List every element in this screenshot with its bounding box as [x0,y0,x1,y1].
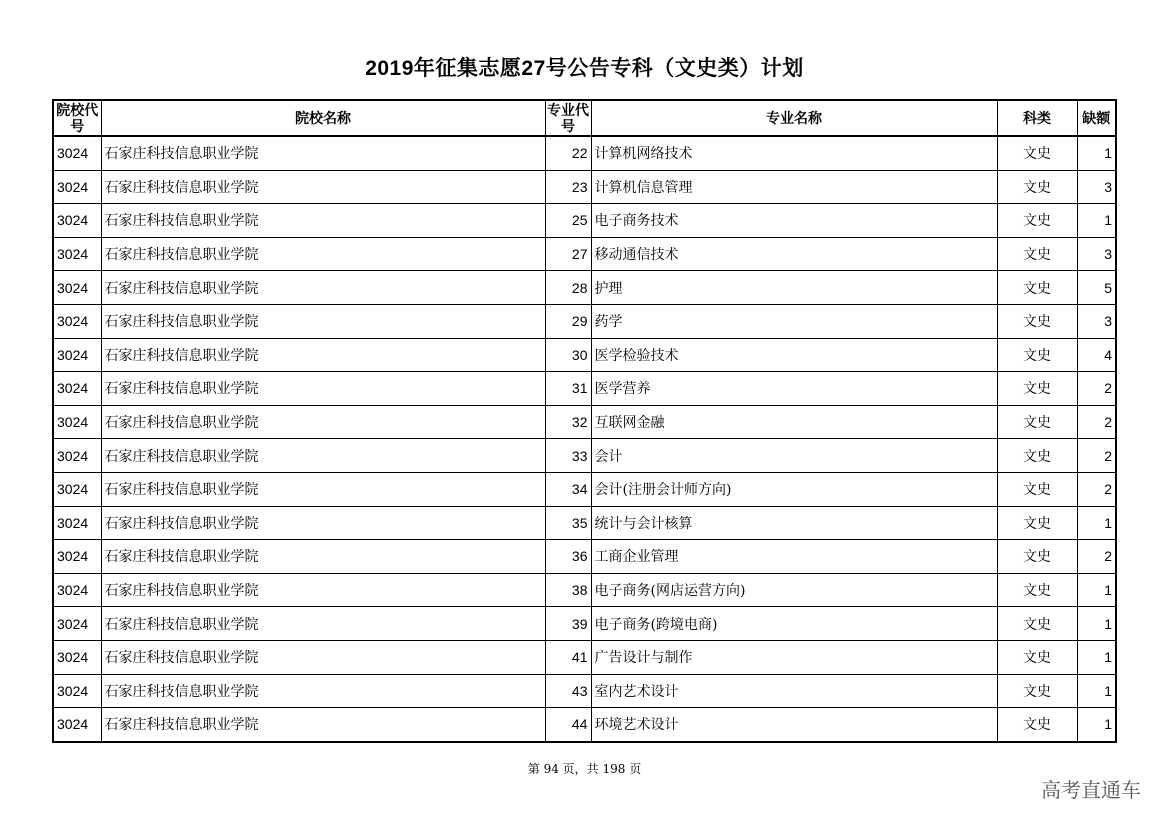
cell-category: 文史 [997,506,1077,540]
cell-vacancy: 1 [1077,674,1116,708]
cell-major-name: 电子商务(跨境电商) [591,607,997,641]
cell-major-name: 电子商务(网店运营方向) [591,573,997,607]
cell-school-name: 石家庄科技信息职业学院 [101,204,545,238]
cell-vacancy: 5 [1077,271,1116,305]
cell-major-code: 38 [545,573,591,607]
header-school-code: 院校代号 [53,100,101,136]
cell-school-name: 石家庄科技信息职业学院 [101,540,545,574]
table-row [53,405,1116,439]
cell-vacancy: 1 [1077,204,1116,238]
cell-vacancy: 4 [1077,338,1116,372]
cell-vacancy: 2 [1077,472,1116,506]
cell-major-code: 30 [545,338,591,372]
table-header-row [53,100,1116,136]
cell-school-name: 石家庄科技信息职业学院 [101,237,545,271]
table-row [53,372,1116,406]
watermark: 高考直通车 [1041,778,1141,802]
cell-category: 文史 [997,674,1077,708]
cell-major-name: 计算机网络技术 [591,136,997,170]
table-row [53,204,1116,238]
cell-vacancy: 2 [1077,540,1116,574]
cell-major-code: 29 [545,304,591,338]
cell-major-code: 31 [545,372,591,406]
cell-school-name: 石家庄科技信息职业学院 [101,472,545,506]
cell-category: 文史 [997,405,1077,439]
cell-vacancy: 2 [1077,372,1116,406]
cell-school-code: 3024 [53,573,101,607]
cell-vacancy: 2 [1077,439,1116,473]
cell-school-name: 石家庄科技信息职业学院 [101,372,545,406]
cell-category: 文史 [997,237,1077,271]
cell-major-name: 护理 [591,271,997,305]
cell-school-code: 3024 [53,204,101,238]
table-row [53,170,1116,204]
cell-vacancy: 2 [1077,405,1116,439]
cell-vacancy: 3 [1077,304,1116,338]
cell-school-code: 3024 [53,708,101,742]
cell-major-name: 室内艺术设计 [591,674,997,708]
cell-school-name: 石家庄科技信息职业学院 [101,674,545,708]
cell-major-code: 23 [545,170,591,204]
enrollment-plan-table [52,99,1117,743]
cell-vacancy: 1 [1077,573,1116,607]
header-vacancy: 缺额 [1077,100,1116,136]
cell-school-code: 3024 [53,640,101,674]
cell-school-code: 3024 [53,304,101,338]
table-row [53,506,1116,540]
table-row [53,640,1116,674]
cell-school-code: 3024 [53,405,101,439]
cell-school-code: 3024 [53,540,101,574]
cell-category: 文史 [997,472,1077,506]
cell-major-name: 互联网金融 [591,405,997,439]
cell-vacancy: 1 [1077,708,1116,742]
cell-major-code: 39 [545,607,591,641]
header-category: 科类 [997,100,1077,136]
cell-category: 文史 [997,708,1077,742]
cell-major-code: 25 [545,204,591,238]
page-title: 2019年征集志愿27号公告专科（文史类）计划 [365,57,804,80]
cell-school-code: 3024 [53,439,101,473]
table-row [53,136,1116,170]
cell-major-code: 36 [545,540,591,574]
cell-major-code: 32 [545,405,591,439]
cell-category: 文史 [997,271,1077,305]
table-row [53,237,1116,271]
cell-category: 文史 [997,170,1077,204]
cell-school-name: 石家庄科技信息职业学院 [101,136,545,170]
cell-category: 文史 [997,204,1077,238]
cell-school-name: 石家庄科技信息职业学院 [101,607,545,641]
cell-major-name: 移动通信技术 [591,237,997,271]
cell-school-name: 石家庄科技信息职业学院 [101,573,545,607]
cell-school-code: 3024 [53,338,101,372]
cell-major-code: 35 [545,506,591,540]
cell-major-code: 44 [545,708,591,742]
cell-major-code: 43 [545,674,591,708]
cell-major-name: 电子商务技术 [591,204,997,238]
cell-category: 文史 [997,372,1077,406]
cell-school-name: 石家庄科技信息职业学院 [101,506,545,540]
cell-major-name: 计算机信息管理 [591,170,997,204]
table-row [53,607,1116,641]
cell-vacancy: 1 [1077,506,1116,540]
cell-major-code: 27 [545,237,591,271]
cell-school-code: 3024 [53,607,101,641]
cell-school-code: 3024 [53,170,101,204]
cell-category: 文史 [997,338,1077,372]
cell-major-code: 28 [545,271,591,305]
cell-major-code: 22 [545,136,591,170]
cell-vacancy: 3 [1077,237,1116,271]
cell-category: 文史 [997,540,1077,574]
cell-category: 文史 [997,136,1077,170]
cell-school-name: 石家庄科技信息职业学院 [101,271,545,305]
table-row [53,472,1116,506]
cell-school-name: 石家庄科技信息职业学院 [101,338,545,372]
header-major-code: 专业代号 [547,102,589,134]
cell-category: 文史 [997,607,1077,641]
cell-school-name: 石家庄科技信息职业学院 [101,439,545,473]
cell-school-code: 3024 [53,372,101,406]
header-school-name: 院校名称 [101,100,545,136]
cell-major-name: 会计(注册会计师方向) [591,472,997,506]
cell-category: 文史 [997,573,1077,607]
cell-major-name: 会计 [591,439,997,473]
cell-vacancy: 3 [1077,170,1116,204]
table-body [53,136,1116,742]
cell-school-code: 3024 [53,237,101,271]
cell-major-name: 医学检验技术 [591,338,997,372]
cell-major-name: 环境艺术设计 [591,708,997,742]
cell-school-name: 石家庄科技信息职业学院 [101,640,545,674]
cell-major-name: 医学营养 [591,372,997,406]
table-row [53,338,1116,372]
cell-school-code: 3024 [53,472,101,506]
cell-major-code: 34 [545,472,591,506]
cell-school-code: 3024 [53,506,101,540]
table-row [53,708,1116,742]
cell-vacancy: 1 [1077,640,1116,674]
cell-major-name: 工商企业管理 [591,540,997,574]
cell-category: 文史 [997,640,1077,674]
cell-category: 文史 [997,439,1077,473]
table-row [53,540,1116,574]
table-row [53,271,1116,305]
cell-vacancy: 1 [1077,607,1116,641]
cell-school-name: 石家庄科技信息职业学院 [101,170,545,204]
table-row [53,674,1116,708]
header-major-name: 专业名称 [591,100,997,136]
cell-school-code: 3024 [53,674,101,708]
cell-school-name: 石家庄科技信息职业学院 [101,405,545,439]
cell-major-name: 统计与会计核算 [591,506,997,540]
table-row [53,573,1116,607]
cell-major-code: 33 [545,439,591,473]
cell-major-code: 41 [545,640,591,674]
table-row [53,439,1116,473]
cell-major-name: 广告设计与制作 [591,640,997,674]
cell-major-name: 药学 [591,304,997,338]
cell-school-code: 3024 [53,271,101,305]
table-row [53,304,1116,338]
cell-category: 文史 [997,304,1077,338]
cell-school-name: 石家庄科技信息职业学院 [101,708,545,742]
cell-vacancy: 1 [1077,136,1116,170]
cell-school-code: 3024 [53,136,101,170]
cell-school-name: 石家庄科技信息职业学院 [101,304,545,338]
page-number: 第 94 页，共 198 页 [527,762,642,776]
